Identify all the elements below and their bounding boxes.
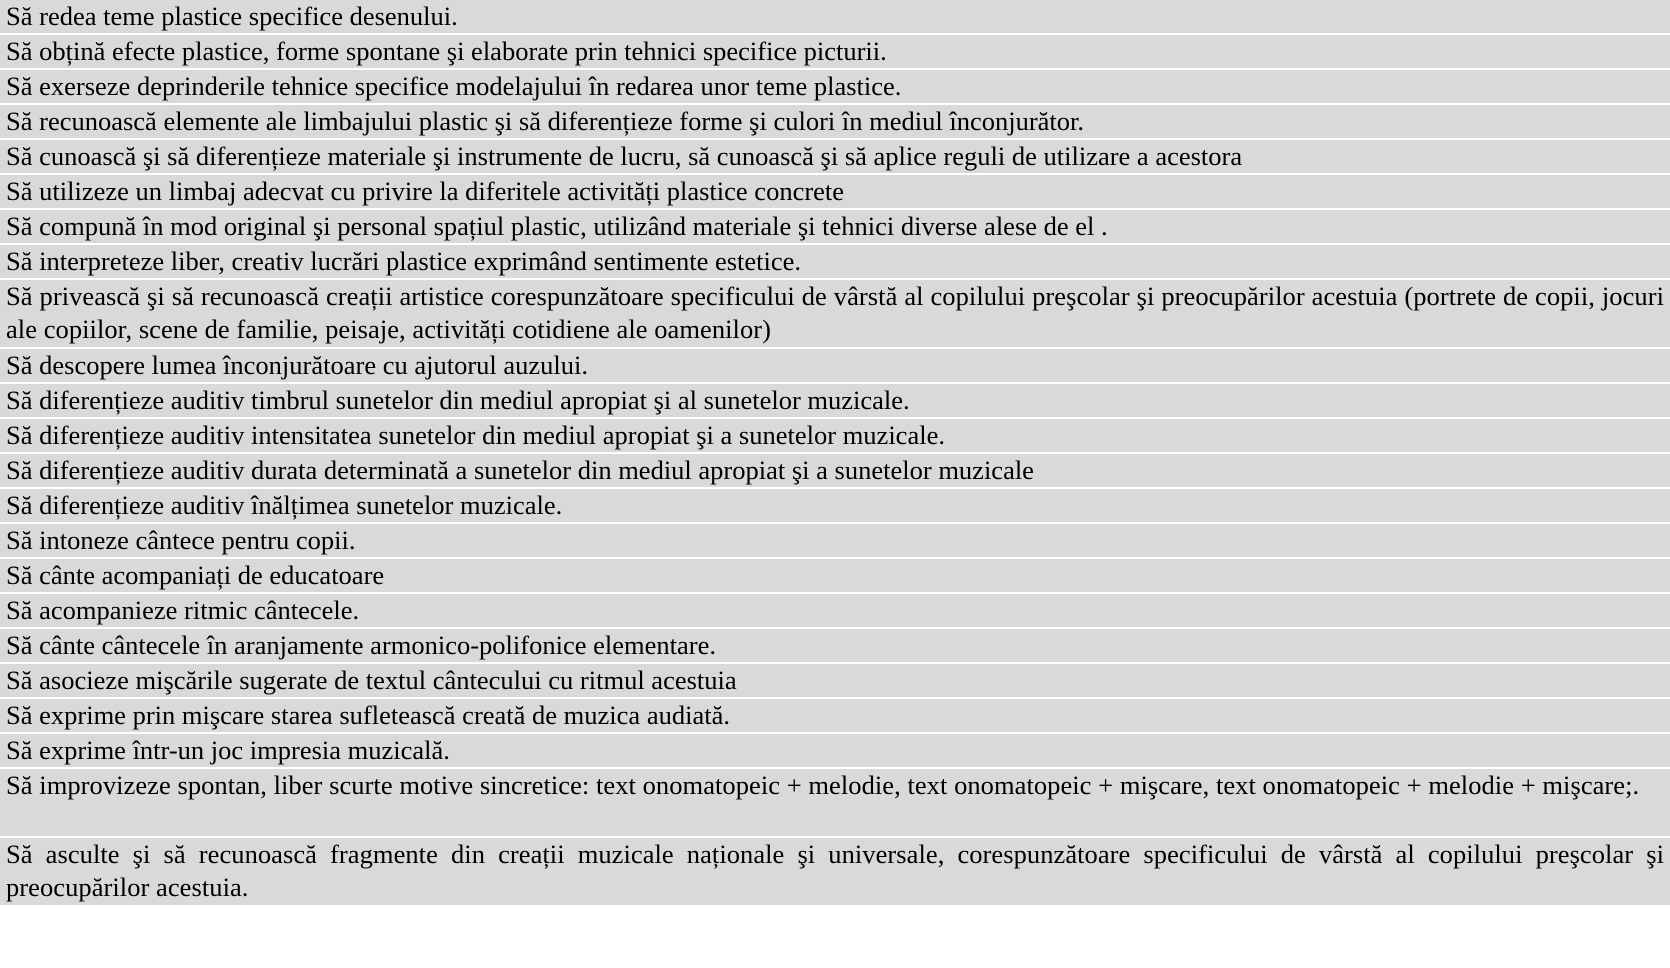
objective-text: Să descopere lumea înconjurătoare cu ajutorul auzului. (6, 350, 589, 380)
objective-cell (0, 383, 1670, 418)
objective-cell (0, 279, 1670, 348)
objective-text: Să cunoască şi să diferențieze materiale şi instrumente de lucru, să cunoască şi să aplice reguli de utilizare a acestora (6, 141, 1243, 171)
objective-cell (0, 348, 1670, 383)
objective-row (0, 768, 1670, 837)
objective-cell (0, 174, 1670, 209)
objective-row (0, 733, 1670, 768)
objective-cell (0, 69, 1670, 104)
objective-row (0, 558, 1670, 593)
objective-row (0, 348, 1670, 383)
objective-cell (0, 209, 1670, 244)
objective-cell (0, 663, 1670, 698)
objective-cell (0, 593, 1670, 628)
objective-text: Să compună în mod original şi personal spațiul plastic, utilizând materiale şi tehnici diverse alese de el . (6, 211, 1108, 241)
objective-text: Să asocieze mişcările sugerate de textul cântecului cu ritmul acestuia (6, 665, 737, 695)
objective-text: Să cânte cântecele în aranjamente armonico-polifonice elementare. (6, 630, 716, 660)
objective-row (0, 174, 1670, 209)
objective-text: Să recunoască elemente ale limbajului plastic şi să diferențieze forme şi culori în mediul înconjurător. (6, 106, 1085, 136)
objective-row (0, 104, 1670, 139)
objective-row (0, 453, 1670, 488)
objective-row (0, 418, 1670, 453)
objective-text: Să diferențieze auditiv intensitatea sunetelor din mediul apropiat şi a sunetelor muzicale. (6, 420, 945, 450)
objective-cell (0, 768, 1670, 837)
objective-row (0, 663, 1670, 698)
objective-row (0, 628, 1670, 663)
objective-row (0, 209, 1670, 244)
objective-row (0, 244, 1670, 279)
objective-cell (0, 104, 1670, 139)
objective-row (0, 0, 1670, 34)
objective-row (0, 837, 1670, 906)
objective-cell (0, 628, 1670, 663)
objective-text: Să improvizeze spontan, liber scurte motive sincretice: text onomatopeic + melodie, text onomatopeic + mişcare, text onomatopeic + melodie + mişcare;. (6, 770, 1640, 800)
objective-row (0, 523, 1670, 558)
objective-row (0, 69, 1670, 104)
objective-text: Să acompanieze ritmic cântecele. (6, 595, 360, 625)
objective-cell (0, 733, 1670, 768)
objective-text: Să diferențieze auditiv durata determinată a sunetelor din mediul apropiat şi a sunetelor muzicale (6, 455, 1034, 485)
objective-cell (0, 244, 1670, 279)
objective-text: Să asculte şi să recunoască fragmente din creații muzicale naționale şi universale, corespunzătoare specificului de vârstă al copilului preşcolar şi preocupărilor acestuia. (6, 839, 1664, 902)
objective-row (0, 139, 1670, 174)
objective-row (0, 279, 1670, 348)
objective-text: Să interpreteze liber, creativ lucrări plastice exprimând sentimente estetice. (6, 246, 802, 276)
objective-cell (0, 698, 1670, 733)
objective-cell (0, 453, 1670, 488)
objective-text: Să utilizeze un limbaj adecvat cu privire la diferitele activități plastice concrete (6, 176, 845, 206)
objective-text: Să intoneze cântece pentru copii. (6, 525, 356, 555)
objective-text: Să redea teme plastice specifice desenului. (6, 1, 458, 31)
objective-cell (0, 558, 1670, 593)
objective-cell (0, 418, 1670, 453)
objective-row (0, 34, 1670, 69)
objective-text: Să exprime prin mişcare starea sufletească creată de muzica audiată. (6, 700, 730, 730)
objective-row (0, 488, 1670, 523)
objective-cell (0, 837, 1670, 906)
objective-text: Să diferențieze auditiv înălțimea sunetelor muzicale. (6, 490, 563, 520)
objective-text: Să diferențieze auditiv timbrul sunetelor din mediul apropiat şi al sunetelor muzicale. (6, 385, 910, 415)
objective-cell (0, 488, 1670, 523)
objective-cell (0, 523, 1670, 558)
objective-text: Să exerseze deprinderile tehnice specifice modelajului în redarea unor teme plastice. (6, 71, 902, 101)
objective-cell (0, 0, 1670, 34)
objective-cell (0, 34, 1670, 69)
objective-row (0, 698, 1670, 733)
objective-text: Să cânte acompaniați de educatoare (6, 560, 385, 590)
objective-row (0, 593, 1670, 628)
objective-row (0, 383, 1670, 418)
objective-cell (0, 139, 1670, 174)
objective-text: Să privească şi să recunoască creații artistice corespunzătoare specificului de vârstă al copilului preşcolar şi preocupărilor acestuia (portrete de copii, jocuri ale copiilor, scene de familie, peisaje, activități cotidiene ale oamenilor) (6, 281, 1664, 344)
objective-text: Să obțină efecte plastice, forme spontane şi elaborate prin tehnici specifice picturii. (6, 36, 887, 66)
objective-text: Să exprime într-un joc impresia muzicală. (6, 735, 450, 765)
